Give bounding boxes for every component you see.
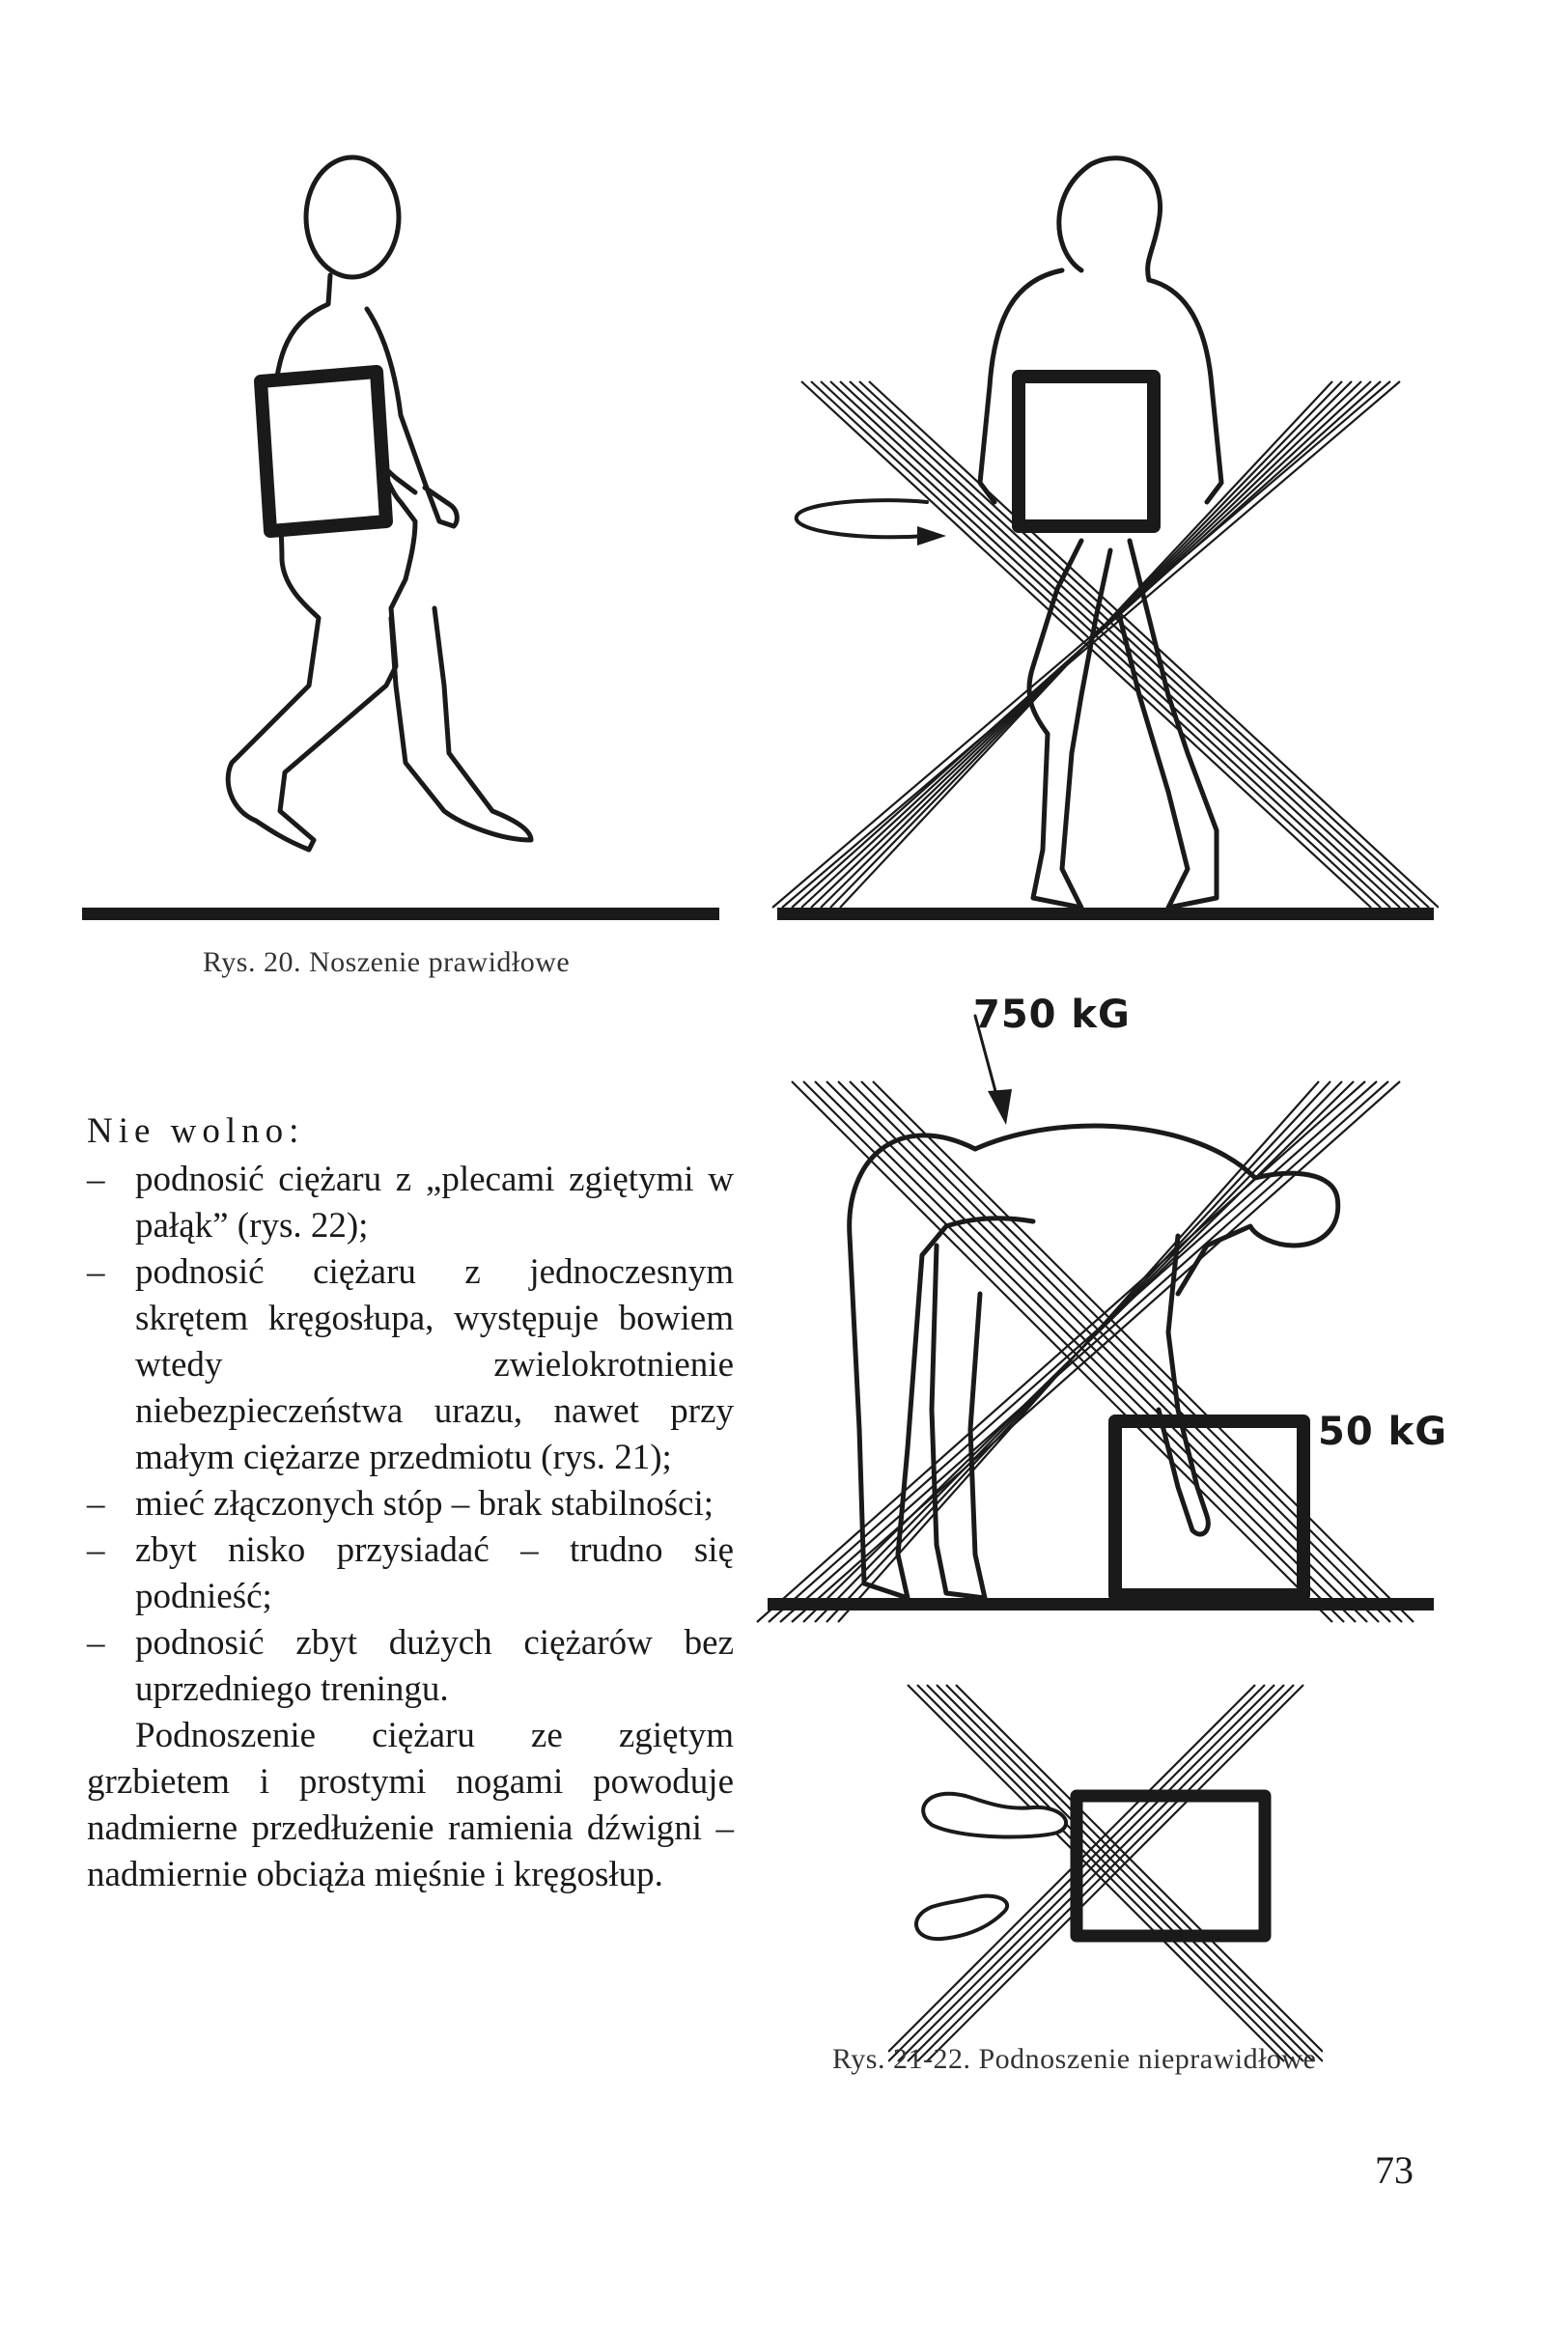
figure-20-correct-carrying — [77, 145, 734, 937]
back-load-label: 750 kG — [973, 993, 1131, 1037]
figure-20-caption: Rys. 20. Noszenie prawidłowe — [203, 946, 571, 978]
floor-line — [82, 908, 719, 920]
figure-21-22-caption: Rys. 21-22. Podnoszenie nieprawidłowe — [832, 2043, 1317, 2075]
figure-22-top-view — [888, 1670, 1323, 2076]
figure-21-twist-lifting — [763, 135, 1439, 937]
floor-line — [777, 908, 1434, 920]
floor-line — [768, 1598, 1434, 1611]
list-item: – mieć złączonych stóp – brak stabilności; — [87, 1481, 734, 1527]
list-item: – zbyt nisko przysiadać – trudno się podnieść; — [87, 1527, 734, 1620]
cross-out-mark — [888, 1685, 1323, 2061]
prohibited-actions-list — [87, 1157, 734, 1713]
box-weight-label: 50 kG — [1318, 1410, 1448, 1454]
twist-arrow-icon — [797, 500, 946, 546]
body-paragraph: Podnoszenie ciężaru ze zgiętym grzbietem i prostymi nogami powoduje nadmierne przedłużenie ramienia dźwigni – nadmiernie obciąża mięśnie i kręgosłup. — [87, 1716, 734, 1894]
list-item: – podnosić ciężaru z „plecami zgiętymi w pałąk” (rys. 22); — [87, 1157, 734, 1249]
page-number: 73 — [1375, 2148, 1414, 2192]
list-item: – podnosić zbyt dużych ciężarów bez uprzedniego treningu. — [87, 1620, 734, 1713]
body-text — [87, 1108, 734, 1898]
lifted-box — [1019, 377, 1154, 526]
carried-box — [261, 372, 386, 531]
list-item: – podnosić ciężaru z jednoczesnym skrętem kręgosłupa, występuje bowiem wtedy zwielokrotnienie niebezpieczeństwa urazu, nawet przy małym ciężarze przedmiotu (rys. 21); — [87, 1249, 734, 1481]
section-heading: Nie wolno: — [87, 1111, 305, 1151]
figure-22-bent-back-lifting — [753, 1004, 1448, 1632]
